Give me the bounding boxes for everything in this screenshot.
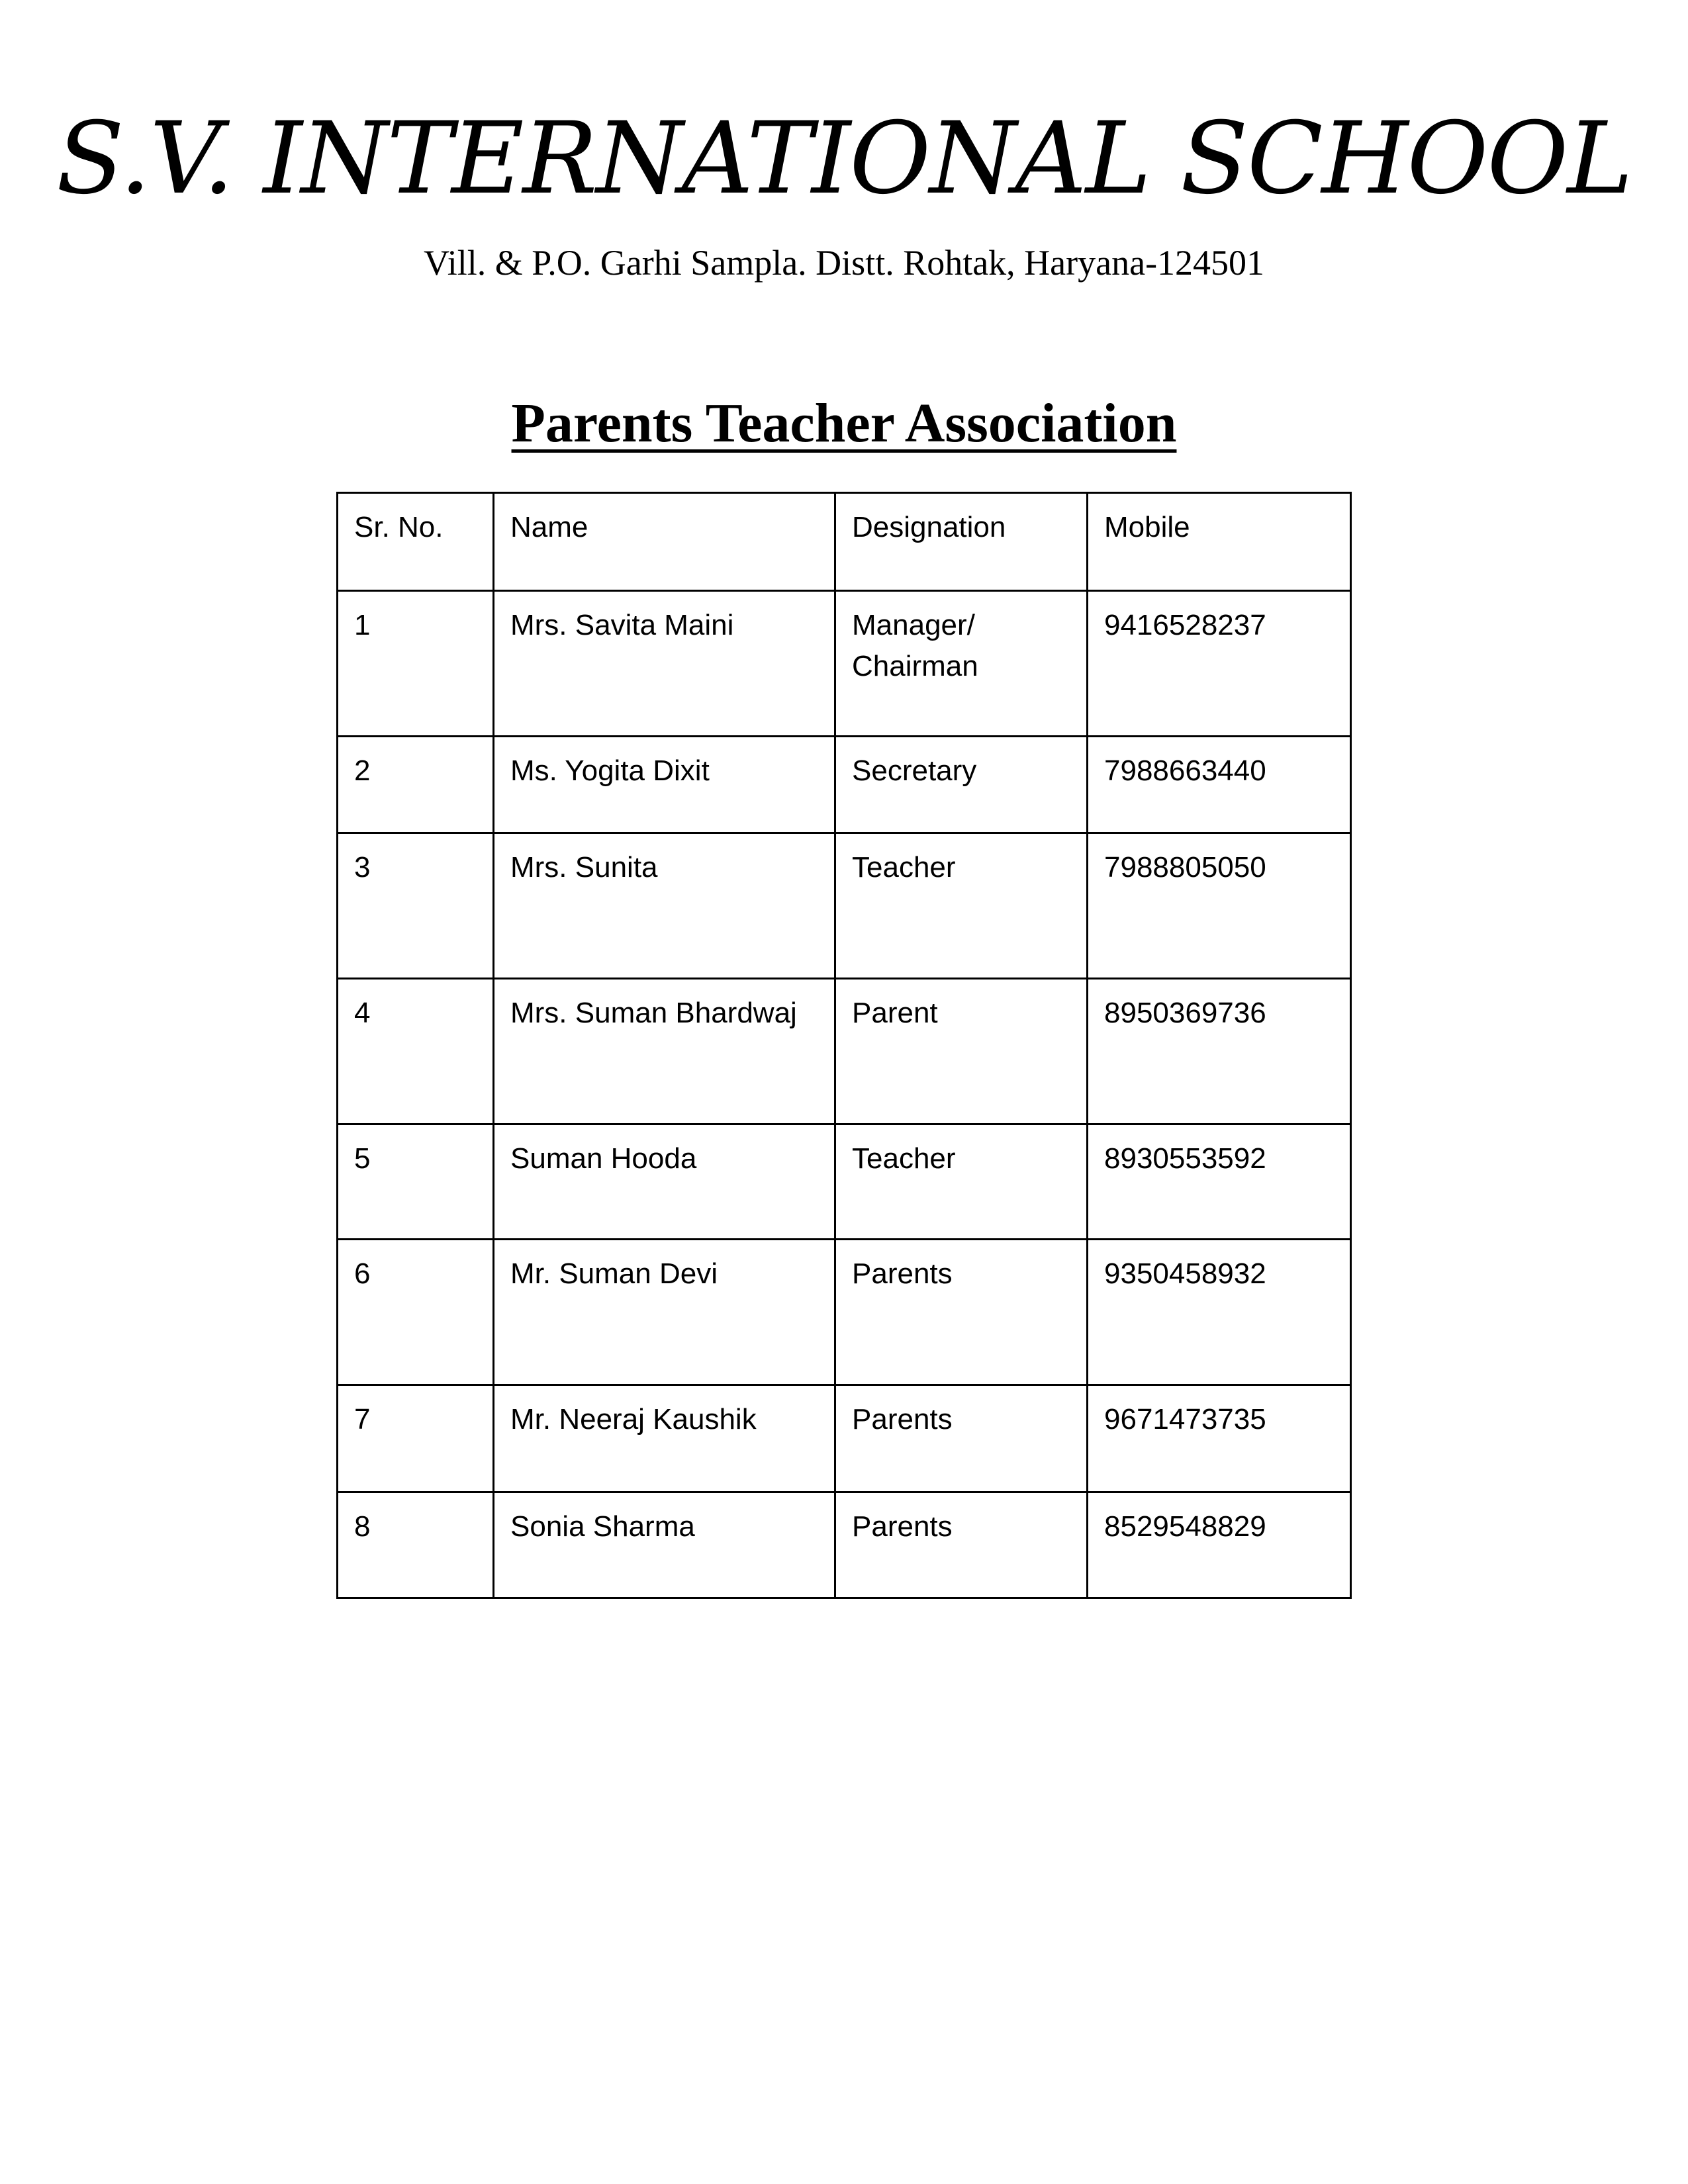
cell-sr-no: 2	[338, 737, 494, 833]
column-header-mobile: Mobile	[1088, 493, 1351, 591]
table-header-row	[338, 493, 1351, 591]
section-title-text: Parents Teacher Association	[511, 392, 1177, 454]
cell-designation: Teacher	[835, 833, 1088, 979]
cell-sr-no: 4	[338, 979, 494, 1124]
cell-designation: Manager/ Chairman	[835, 591, 1088, 737]
cell-name: Mr. Neeraj Kaushik	[494, 1385, 835, 1492]
cell-designation: Parent	[835, 979, 1088, 1124]
table-row	[338, 979, 1351, 1124]
cell-sr-no: 3	[338, 833, 494, 979]
school-address: Vill. & P.O. Garhi Sampla. Distt. Rohtak, Haryana-124501	[423, 243, 1265, 283]
cell-designation: Teacher	[835, 1124, 1088, 1240]
cell-name: Ms. Yogita Dixit	[494, 737, 835, 833]
cell-name: Mrs. Suman Bhardwaj	[494, 979, 835, 1124]
cell-mobile: 9671473735	[1088, 1385, 1351, 1492]
cell-sr-no: 5	[338, 1124, 494, 1240]
cell-name: Mrs. Sunita	[494, 833, 835, 979]
cell-sr-no: 6	[338, 1240, 494, 1385]
cell-name: Sonia Sharma	[494, 1492, 835, 1598]
cell-name: Mrs. Savita Maini	[494, 591, 835, 737]
cell-sr-no: 7	[338, 1385, 494, 1492]
cell-mobile: 9350458932	[1088, 1240, 1351, 1385]
column-header-name: Name	[494, 493, 835, 591]
cell-name: Mr. Suman Devi	[494, 1240, 835, 1385]
cell-name: Suman Hooda	[494, 1124, 835, 1240]
table-row	[338, 833, 1351, 979]
table-row	[338, 591, 1351, 737]
cell-designation: Parents	[835, 1385, 1088, 1492]
section-title	[0, 390, 1688, 457]
pta-members-table	[336, 492, 1352, 1599]
table-row	[338, 1385, 1351, 1492]
cell-mobile: 8529548829	[1088, 1492, 1351, 1598]
table-row	[338, 1124, 1351, 1240]
column-header-sr-no: Sr. No.	[338, 493, 494, 591]
cell-mobile: 7988663440	[1088, 737, 1351, 833]
table-row	[338, 1240, 1351, 1385]
table-row	[338, 737, 1351, 833]
table-row	[338, 1492, 1351, 1598]
cell-sr-no: 8	[338, 1492, 494, 1598]
cell-mobile: 9416528237	[1088, 591, 1351, 737]
cell-mobile: 7988805050	[1088, 833, 1351, 979]
cell-designation: Parents	[835, 1492, 1088, 1598]
cell-mobile: 8950369736	[1088, 979, 1351, 1124]
cell-designation: Secretary	[835, 737, 1088, 833]
cell-sr-no: 1	[338, 591, 494, 737]
column-header-designation: Designation	[835, 493, 1088, 591]
cell-designation: Parents	[835, 1240, 1088, 1385]
cell-mobile: 8930553592	[1088, 1124, 1351, 1240]
school-name: S.V. INTERNATIONAL SCHOOL	[56, 101, 1632, 216]
